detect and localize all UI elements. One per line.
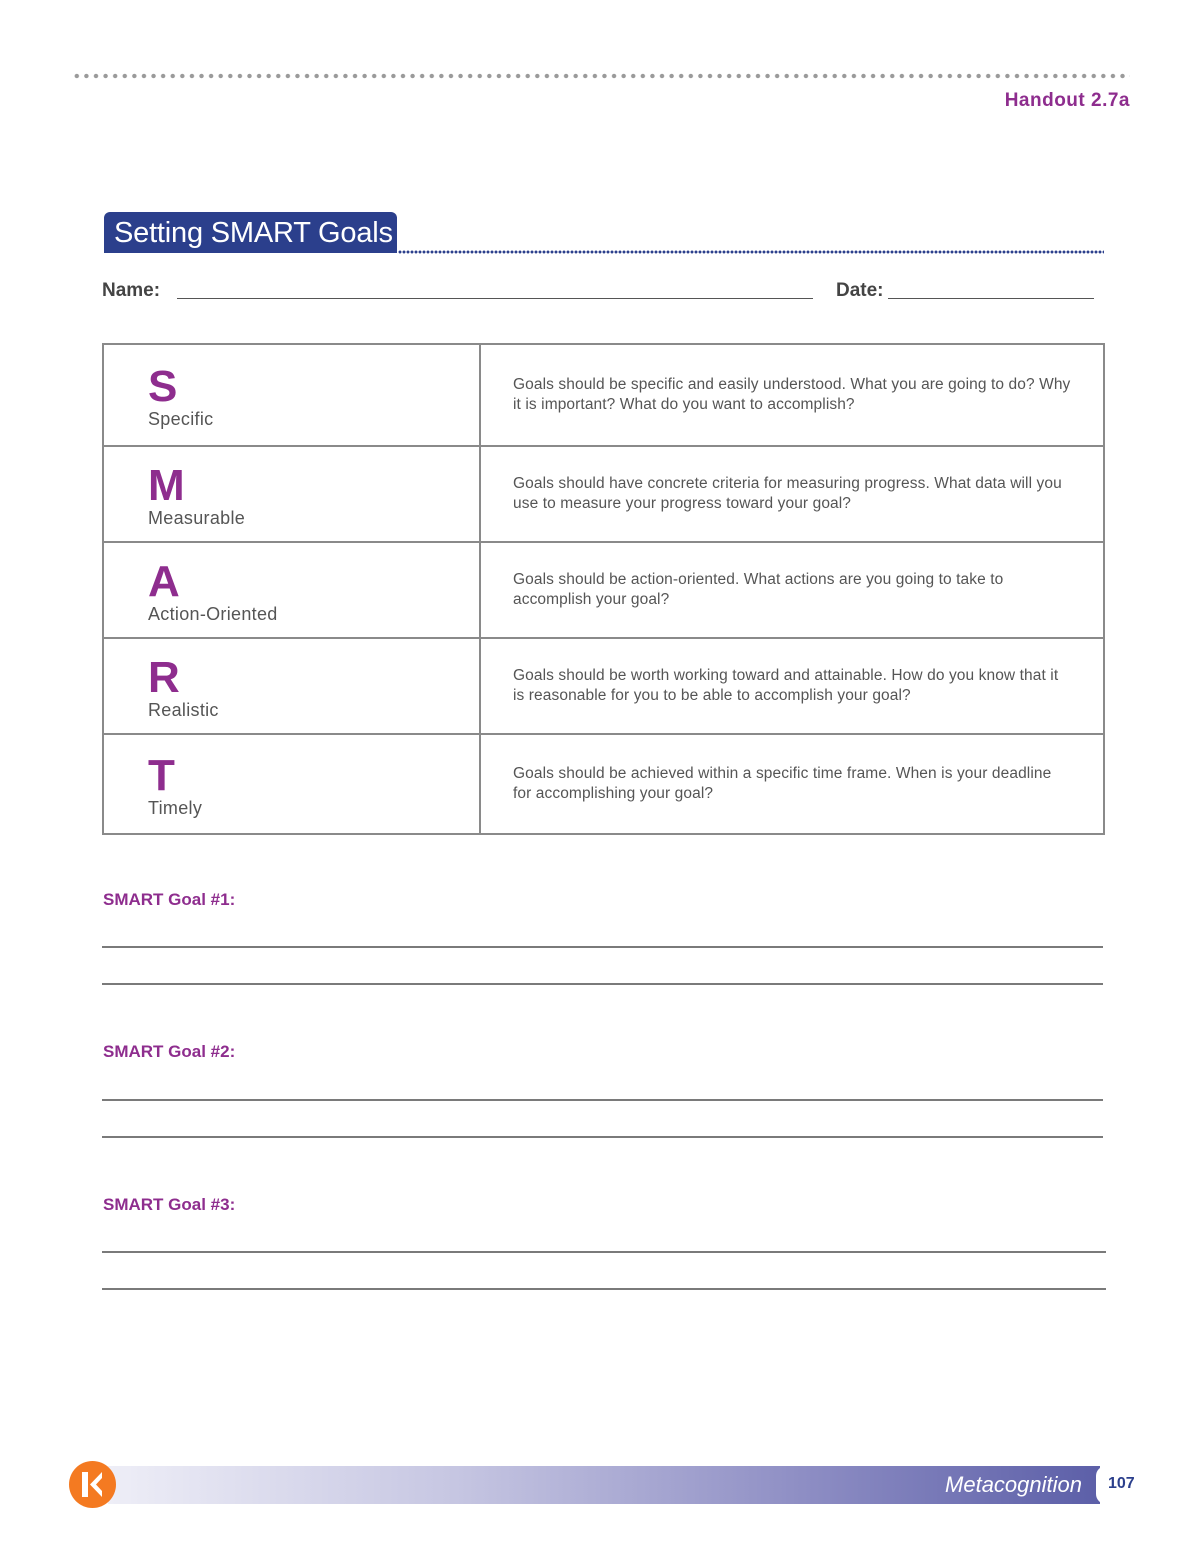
smart-word: Measurable: [148, 507, 246, 528]
handout-number: Handout 2.7a: [1004, 90, 1130, 111]
table-row: [103, 542, 1104, 638]
goal-3-line-1[interactable]: [102, 1251, 1106, 1253]
description-cell: [480, 542, 1104, 638]
smart-description: Goals should be action-oriented. What actions are you going to take to accomplish your goal?: [513, 571, 1004, 608]
goal-3-line-2[interactable]: [102, 1288, 1106, 1290]
top-dotted-rule: [72, 72, 1130, 80]
smart-word: Action-Oriented: [148, 603, 278, 624]
footer-section-title: Metacognition: [945, 1472, 1082, 1497]
smart-goal-2-label: SMART Goal #2:: [103, 1042, 236, 1061]
smart-goal-1-label: SMART Goal #1:: [103, 890, 236, 909]
description-cell: [480, 638, 1104, 734]
smart-word: Timely: [148, 797, 203, 818]
smart-word: Specific: [148, 408, 214, 429]
title-dotted-rule: [398, 250, 1104, 254]
smart-description: Goals should be worth working toward and attainable. How do you know that it is reasonable for you to be able to accomplish your goal?: [513, 667, 1059, 704]
smart-description: Goals should have concrete criteria for measuring progress. What data will you use to measure your progress toward your goal?: [513, 475, 1062, 512]
goal-1-line-1[interactable]: [102, 946, 1103, 948]
goal-2-line-2[interactable]: [102, 1136, 1103, 1138]
date-label: Date:: [836, 280, 884, 301]
letter-cell: [103, 638, 480, 734]
letter-cell: [103, 344, 480, 446]
smart-letter: R: [148, 652, 180, 702]
description-cell: [480, 446, 1104, 542]
goal-2-line-1[interactable]: [102, 1099, 1103, 1101]
name-label: Name:: [102, 280, 161, 301]
page-title: Setting SMART Goals: [104, 212, 397, 253]
smart-letter: S: [148, 361, 178, 411]
smart-table: [102, 343, 1105, 835]
description-cell: [480, 734, 1104, 834]
letter-cell: [103, 734, 480, 834]
table-row: [103, 344, 1104, 446]
page-number: 107: [1096, 1466, 1148, 1504]
table-row: [103, 638, 1104, 734]
logo-icon: [69, 1461, 116, 1508]
letter-cell: [103, 542, 480, 638]
smart-description: Goals should be achieved within a specific time frame. When is your deadline for accomplishing your goal?: [513, 765, 1052, 802]
date-field[interactable]: [888, 298, 1094, 299]
smart-goal-3-label: SMART Goal #3:: [103, 1195, 236, 1214]
table-row: [103, 734, 1104, 834]
letter-cell: [103, 446, 480, 542]
smart-letter: T: [148, 750, 175, 800]
smart-word: Realistic: [148, 699, 219, 720]
description-cell: [480, 344, 1104, 446]
smart-description: Goals should be specific and easily understood. What you are going to do? Why it is important? What do you want to accomplish?: [513, 376, 1071, 413]
smart-letter: M: [148, 460, 185, 510]
smart-letter: A: [148, 556, 180, 606]
name-field[interactable]: [177, 298, 813, 299]
table-row: [103, 446, 1104, 542]
goal-1-line-2[interactable]: [102, 983, 1103, 985]
